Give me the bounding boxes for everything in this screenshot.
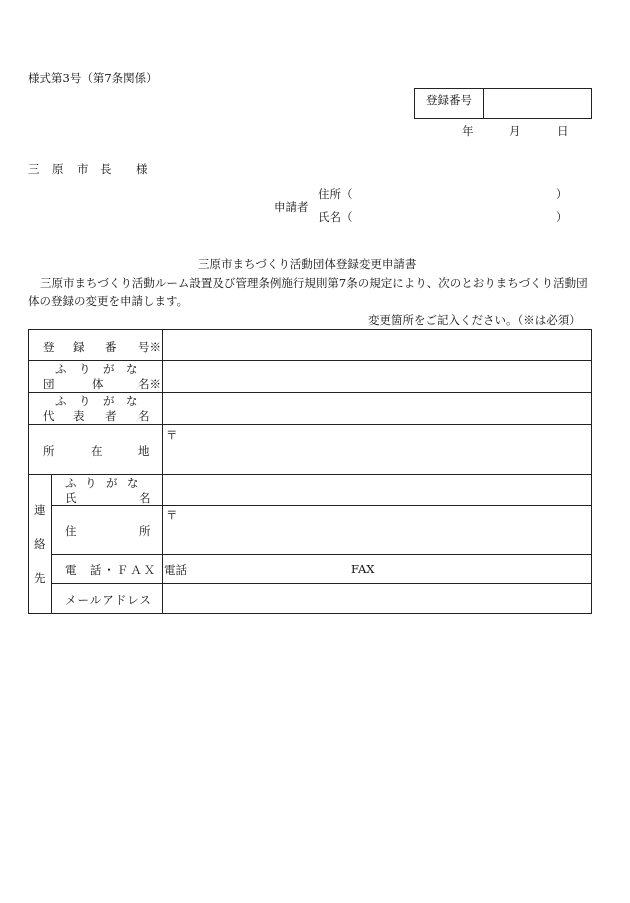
contact-name-input[interactable] <box>163 475 591 504</box>
applicant-address-close: ） <box>556 187 568 201</box>
applicant-label: 申請者 <box>274 200 309 214</box>
application-form-table: 登 録 番 号※ ふ り が な 団 体 名※ ふ り が な 代 表 者 名 所 在 地 〒 連 絡 先 ふ り が な 氏 名 住 所 〒 電 話・ＦＡＸ 電話 FAX メールアドレス <box>28 329 592 614</box>
contact-label-1: 連 <box>34 503 46 517</box>
fax-label: FAX <box>351 562 375 576</box>
document-title: 三原市まちづくり活動団体登録変更申請書 <box>198 257 417 271</box>
phone-fax-label: 電 話・ＦＡＸ <box>65 563 158 577</box>
note-required: 変更箇所をご記入ください。（※は必須） <box>368 313 581 327</box>
registration-number-label: 登録番号 <box>415 89 484 118</box>
contact-label-3: 先 <box>34 571 46 585</box>
reg-no-input[interactable] <box>163 331 591 359</box>
location-input[interactable] <box>163 425 591 473</box>
phone-input[interactable] <box>189 555 349 582</box>
date-month: 月 <box>509 124 521 138</box>
applicant-name-label: 氏名（ <box>318 210 353 224</box>
fax-input[interactable] <box>374 555 591 582</box>
email-label: メールアドレス <box>65 593 152 607</box>
body-text-line1: 三原市まちづくり活動ルーム設置及び管理条例施行規則第7条の規定により、次のとおりまちづくり活動団 <box>40 276 588 290</box>
contact-label-2: 絡 <box>34 537 46 551</box>
location-postal-mark: 〒 <box>166 428 178 442</box>
phone-label: 電話 <box>164 563 187 577</box>
contact-address-input[interactable] <box>163 506 591 553</box>
email-input[interactable] <box>163 584 591 613</box>
addressee-char: 様 <box>136 162 148 176</box>
body-text-line2: 体の登録の変更を申請します。 <box>28 294 189 308</box>
date-year: 年 <box>462 124 474 138</box>
form-id: 様式第3号（第7条関係） <box>28 71 158 85</box>
applicant-name-close: ） <box>556 210 568 224</box>
addressee-char: 三 <box>28 162 40 176</box>
registration-number-box <box>414 88 592 119</box>
date-day: 日 <box>557 124 569 138</box>
registration-number-value[interactable] <box>484 89 591 118</box>
applicant-address-label: 住所（ <box>318 187 353 201</box>
addressee-char: 市 <box>77 162 89 176</box>
addressee-char: 長 <box>100 162 112 176</box>
contact-postal-mark: 〒 <box>166 508 178 522</box>
group-name-input[interactable] <box>163 361 591 391</box>
rep-name-input[interactable] <box>163 393 591 423</box>
addressee-char: 原 <box>52 162 64 176</box>
